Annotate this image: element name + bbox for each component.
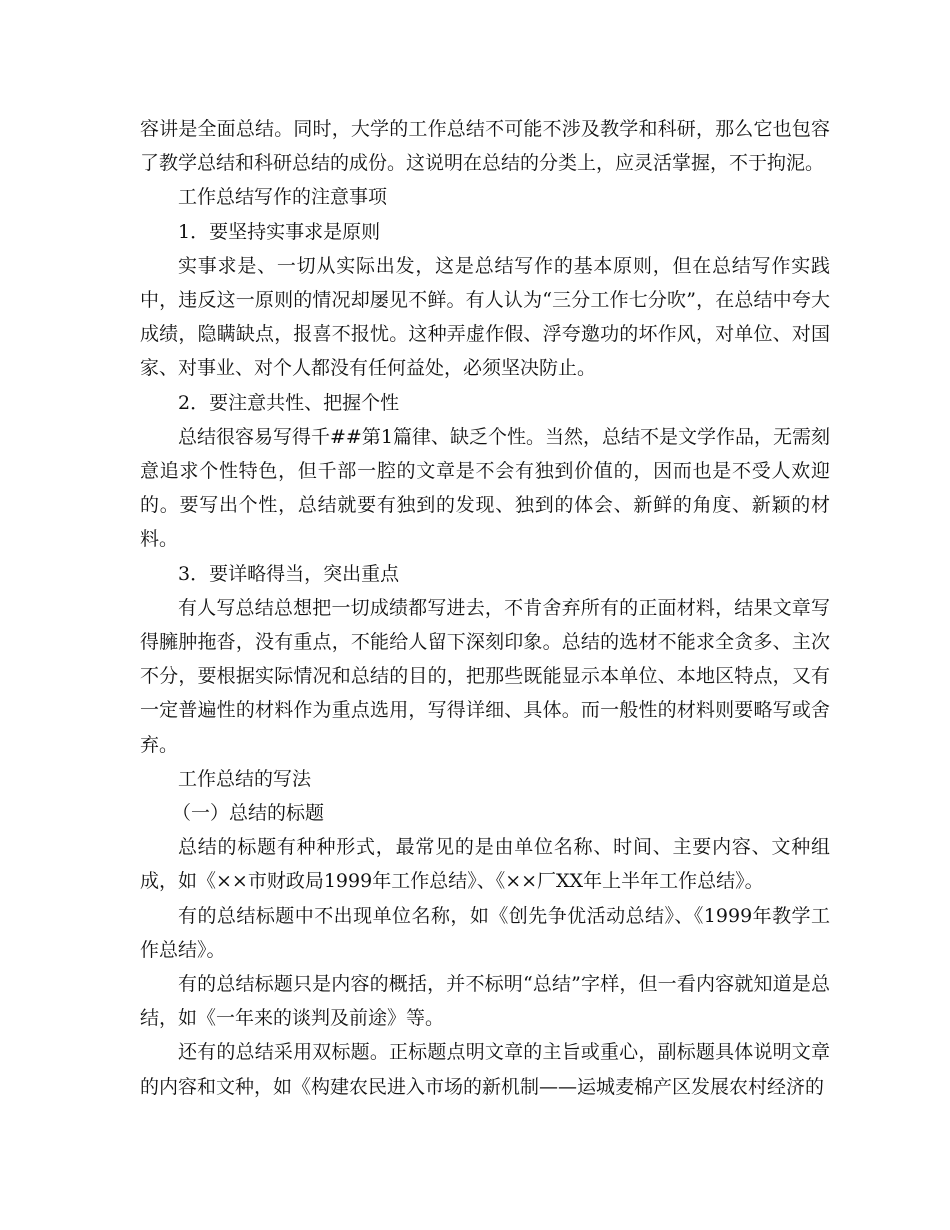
subheading-point-3: 3．要详略得当，突出重点 (178, 562, 400, 585)
paragraph-point-3: 有人写总结总想把一切成绩都写进去，不肯舍弃所有的正面材料，结果文章写得臃肿拖沓，没有重点，不能给人留下深刻印象。总结的选材不能求全贪多、主次不分，要根据实际情况和总结的目的，把那些既能显示本单位、本地区特点，又有一定普遍性的材料作为重点选用，写得详细、具体。而一般性的材料则要略写或舍弃。 (140, 596, 830, 756)
paragraph-title-forms: 总结的标题有种种形式，最常见的是由单位名称、时间、主要内容、文种组成，如《××市财政局1999年工作总结》、《××厂XX年上半年工作总结》。 (140, 836, 830, 893)
paragraph-continuation: 容讲是全面总结。同时，大学的工作总结不可能不涉及教学和科研，那么它也包容了教学总结和科研总结的成份。这说明在总结的分类上，应灵活掌握，不于拘泥。 (140, 118, 830, 175)
paragraph-title-no-unit: 有的总结标题中不出现单位名称，如《创先争优活动总结》、《1999年教学工作总结》。 (140, 904, 830, 961)
subheading-title-section: （一）总结的标题 (172, 802, 325, 825)
section-heading-precautions: 工作总结写作的注意事项 (178, 186, 388, 209)
paragraph-point-2: 总结很容易写得千##第1篇律、缺乏个性。当然，总结不是文学作品，无需刻意追求个性特色，但千部一腔的文章是不会有独到价值的，因而也是不受人欢迎的。要写出个性，总结就要有独到的发现、独到的体会、新鲜的角度、新颖的材料。 (140, 425, 830, 551)
paragraph-title-summary: 有的总结标题只是内容的概括，并不标明“总结”字样，但一看内容就知道是总结，如《一年来的谈判及前途》等。 (140, 973, 830, 1030)
paragraph-point-1: 实事求是、一切从实际出发，这是总结写作的基本原则，但在总结写作实践中，违反这一原则的情况却屡见不鲜。有人认为“三分工作七分吹”，在总结中夸大成绩，隐瞒缺点，报喜不报忧。这种弄虚作假、浮夸邀功的坏作风，对单位、对国家、对事业、对个人都没有任何益处，必须坚决防止。 (140, 254, 830, 380)
paragraph-double-title: 还有的总结采用双标题。正标题点明文章的主旨或重心，副标题具体说明文章的内容和文种，如《构建农民进入市场的新机制——运城麦棉产区发展农村经济的 (140, 1041, 830, 1098)
section-heading-writing-method: 工作总结的写法 (178, 767, 312, 790)
document-body (140, 112, 830, 1104)
subheading-point-2: 2．要注意共性、把握个性 (178, 391, 400, 414)
subheading-point-1: 1．要坚持实事求是原则 (178, 220, 381, 243)
